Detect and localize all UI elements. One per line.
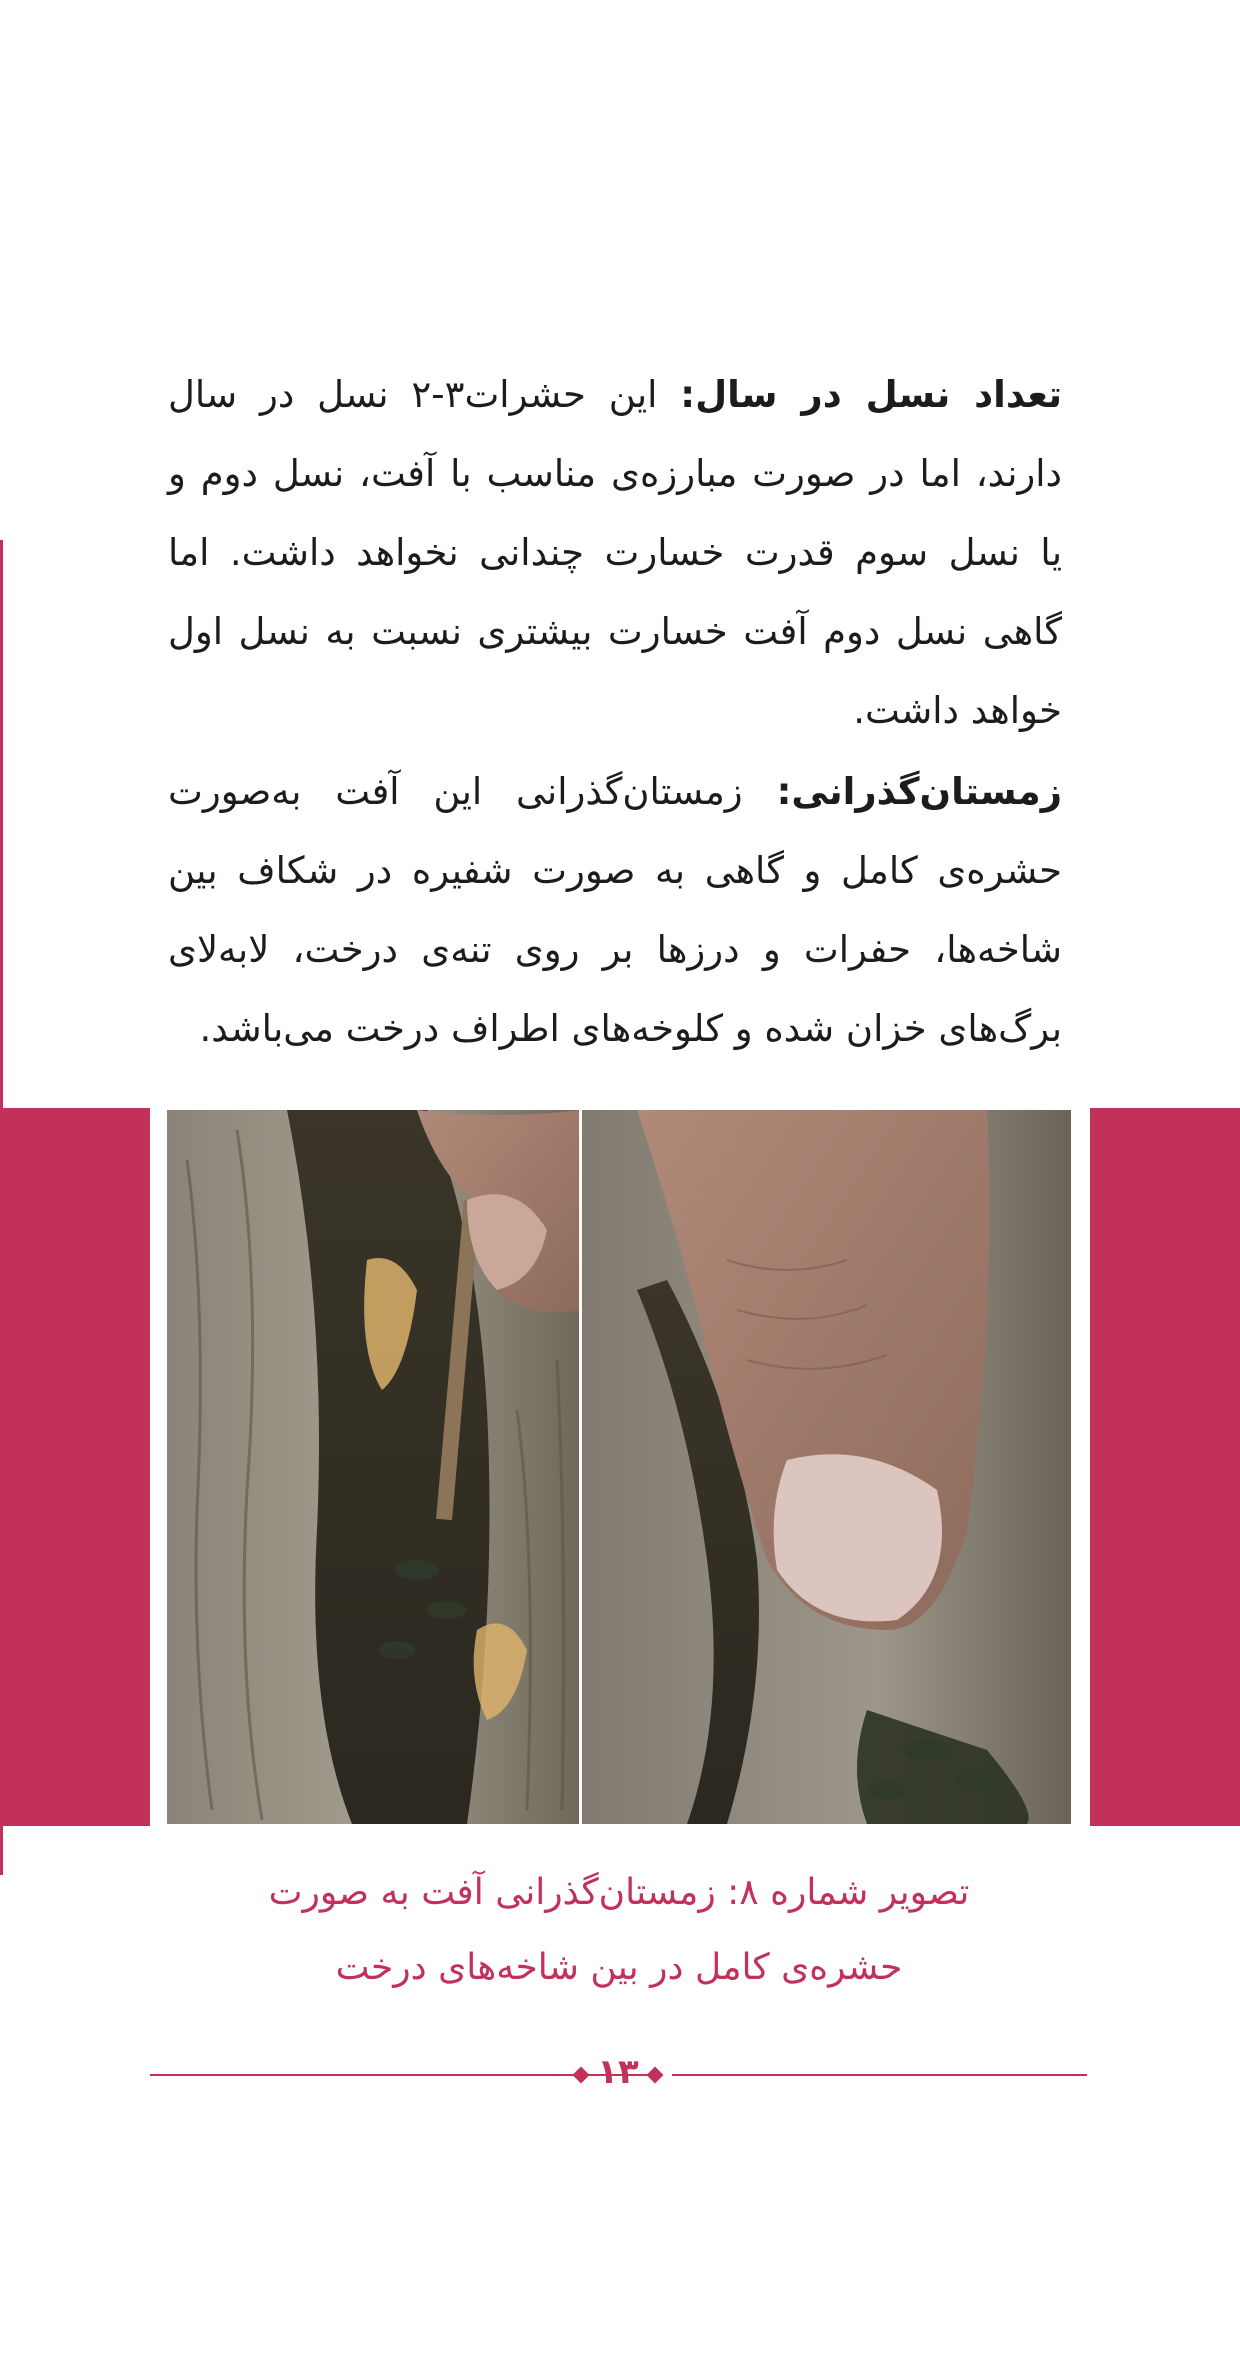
footer-rule	[672, 2074, 1087, 2076]
paragraph-title: تعداد نسل در سال:	[680, 373, 1062, 416]
page-number: ۱۳	[597, 2052, 639, 2092]
paragraph-generations	[168, 355, 1062, 750]
photo-overwintering-insects	[167, 1110, 1071, 1824]
caption-line-2: حشره‌ی کامل در بین شاخه‌های درخت	[335, 1947, 903, 1988]
caption-line-1: تصویر شماره ۸: زمستان‌گذرانی آفت به صورت	[268, 1872, 970, 1913]
photo-left-half	[167, 1110, 582, 1824]
diamond-ornament-icon	[647, 2067, 664, 2084]
photo-right-half	[582, 1110, 1071, 1824]
paragraph-title: زمستان‌گذرانی:	[776, 770, 1062, 813]
edge-accent-line	[0, 1825, 3, 1875]
paragraph-text: زمستان‌گذرانی این آفت به‌صورت حشره‌ی کامل و گاهی به صورت شفیره در شکاف بین شاخه‌ها، حفرات و درزها بر روی تنه‌ی درخت، لابه‌لای برگ‌های خزان شده و کلوخه‌های اطراف درخت می‌باشد.	[168, 770, 1062, 1050]
paragraph-overwintering	[168, 752, 1062, 1068]
decorative-band-right	[1090, 1108, 1240, 1826]
diamond-ornament-icon	[573, 2067, 590, 2084]
edge-accent-line	[0, 540, 3, 1110]
decorative-band-left	[0, 1108, 150, 1826]
figure-caption	[167, 1855, 1071, 2005]
paragraph-text: این حشرات۳-۲ نسل در سال دارند، اما در صورت مبارزه‌ی مناسب با آفت، نسل دوم و یا نسل سوم قدرت خسارت چندانی نخواهد داشت. اما گاهی نسل دوم آفت خسارت بیشتری نسبت به نسل اول خواهد داشت.	[168, 373, 1062, 732]
